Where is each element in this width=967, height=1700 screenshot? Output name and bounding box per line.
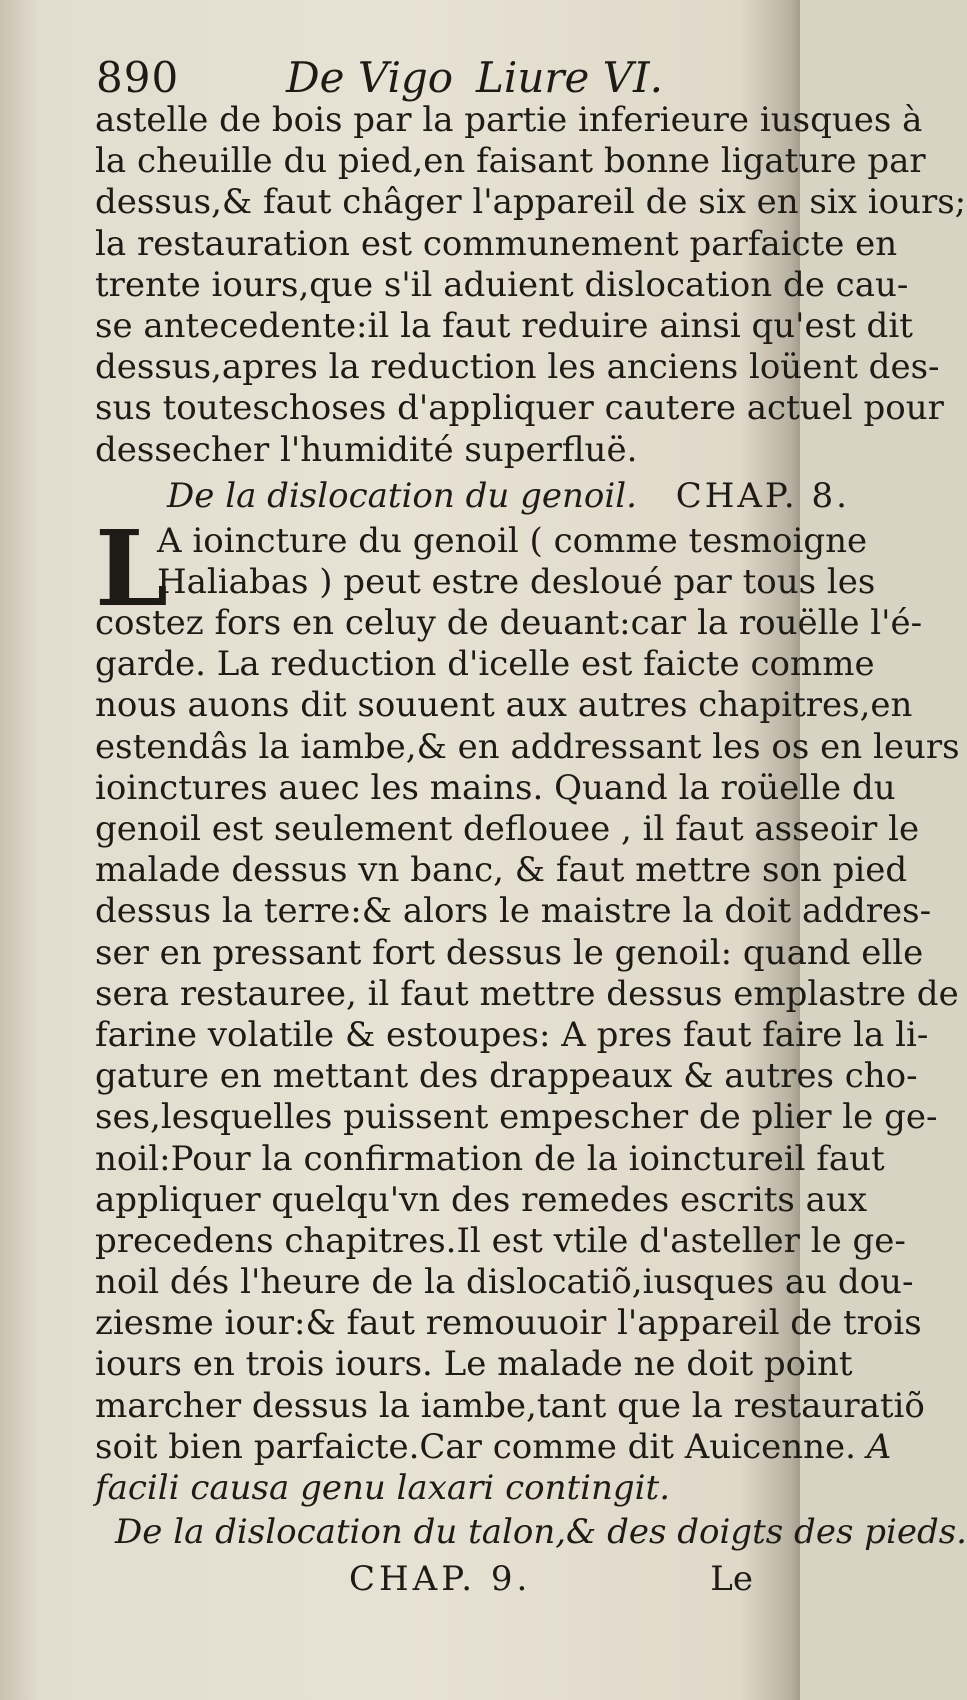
- text-line: dessus la terre:& alors le maistre la doit addres-: [95, 891, 932, 932]
- chapter-8-title: De la dislocation du genoil.: [167, 475, 637, 516]
- text-line: malade dessus vn banc, & faut mettre son pied: [95, 850, 908, 891]
- text-line: dessecher l'humidité superfluë.: [95, 429, 638, 470]
- text-line: costez fors en celuy de deuant:car la rouëlle l'é-: [95, 603, 923, 644]
- page-body: [95, 100, 967, 1603]
- text-line: noil:Pour la confirmation de la ioinctureil faut: [95, 1138, 885, 1179]
- text-line: ziesme iour:& faut remouuoir l'appareil de trois: [95, 1303, 922, 1344]
- text-line: genoil est seulement deflouee , il faut asseoir le: [95, 809, 920, 849]
- text-line: ioinctures auec les mains. Quand la roüelle du: [95, 767, 896, 808]
- text-line: precedens chapitres.Il est vtile d'asteller le ge-: [95, 1220, 906, 1261]
- text-line: dessus,apres la reduction les anciens loüent des-: [95, 347, 940, 388]
- chapter-9-title: De la dislocation du talon,& des doigts des pieds.: [115, 1512, 967, 1553]
- text-line: iours en trois iours. Le malade ne doit point: [95, 1344, 853, 1385]
- text-line: dessus,& faut châger l'appareil de six en six iours;: [95, 182, 967, 223]
- running-header: [96, 50, 716, 106]
- text-line: sera restauree, il faut mettre dessus emplastre de: [95, 973, 959, 1014]
- drop-cap: L: [95, 506, 169, 630]
- chapter-8-label: CHAP. 8.: [675, 475, 850, 516]
- text-line: nous auons dit souuent aux autres chapitres,en: [95, 685, 913, 726]
- text-line: la cheuille du pied,en faisant bonne ligature par: [95, 141, 926, 182]
- page-number: 890: [96, 53, 180, 102]
- text-line: la restauration est communement parfaicte en: [95, 223, 898, 264]
- latin-quote: facili causa genu laxari contingit.: [95, 1468, 671, 1508]
- text-line: sus touteschoses d'appliquer cautere actuel pour: [95, 388, 944, 429]
- chapter-9-label: CHAP. 9.: [349, 1559, 532, 1600]
- text-line: Haliabas ) peut estre desloué par tous les: [157, 561, 876, 602]
- text-line: [95, 1426, 892, 1468]
- chapter-8-heading: [95, 471, 850, 521]
- text-line: astelle de bois par la partie inferieure iusques à: [95, 100, 923, 140]
- last-line-text: soit bien parfaicte.Car comme dit Auicenne.: [95, 1426, 856, 1467]
- catchword: Le: [710, 1559, 753, 1600]
- text-line: ser en pressant fort dessus le genoil: quand elle: [95, 932, 924, 973]
- text-line: appliquer quelqu'vn des remedes escrits aux: [95, 1179, 867, 1220]
- text-line: garde. La reduction d'icelle est faicte comme: [95, 644, 875, 685]
- text-line: estendâs la iambe,& en addressant les os en leurs: [95, 726, 960, 767]
- running-book: Liure VI.: [476, 53, 663, 102]
- text-line: gature en mettant des drappeaux & autres cho-: [95, 1056, 918, 1097]
- running-title: De Vigo: [286, 53, 454, 102]
- text-line: farine volatile & estoupes: A pres faut faire la li-: [95, 1014, 929, 1055]
- text-line: ses,lesquelles puissent empescher de plier le ge-: [95, 1097, 938, 1138]
- text-line: noil dés l'heure de la dislocatiõ,iusques au dou-: [95, 1262, 914, 1303]
- text-line: se antecedente:il la faut reduire ainsi qu'est dit: [95, 305, 913, 346]
- chapter-9-footer: [95, 1555, 775, 1603]
- last-line-italic: A: [866, 1426, 892, 1467]
- text-line: A ioincture du genoil ( comme tesmoigne: [157, 520, 868, 561]
- text-line: marcher dessus la iambe,tant que la restauratiõ: [95, 1385, 925, 1426]
- text-line: trente iours,que s'il aduient dislocation de cau-: [95, 264, 909, 305]
